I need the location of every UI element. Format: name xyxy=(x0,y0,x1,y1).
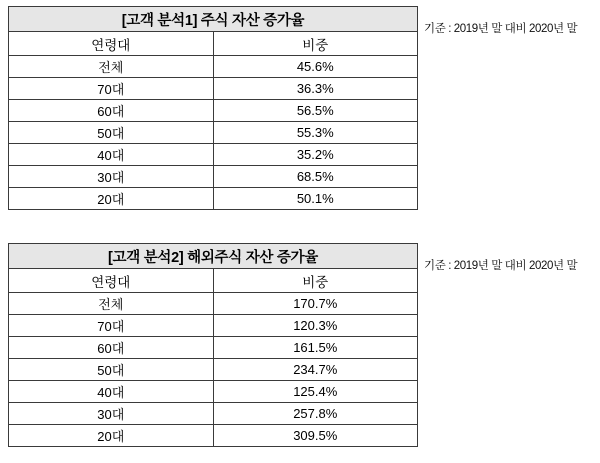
cell-value: 161.5% xyxy=(213,337,418,359)
cell-age: 50대 xyxy=(9,359,214,381)
table-block-overseas-stock-growth xyxy=(8,243,418,447)
cell-age: 30대 xyxy=(9,403,214,425)
overseas-stock-growth-table xyxy=(8,243,418,447)
column-header-value: 비중 xyxy=(213,269,418,293)
stock-growth-table xyxy=(8,6,418,210)
table-row xyxy=(9,403,418,425)
table-row xyxy=(9,381,418,403)
cell-value: 234.7% xyxy=(213,359,418,381)
table-row xyxy=(9,122,418,144)
cell-value: 45.6% xyxy=(213,56,418,78)
table-title-row xyxy=(9,7,418,32)
cell-age: 70대 xyxy=(9,315,214,337)
cell-value: 68.5% xyxy=(213,166,418,188)
cell-value: 56.5% xyxy=(213,100,418,122)
cell-value: 170.7% xyxy=(213,293,418,315)
cell-age: 20대 xyxy=(9,188,214,210)
cell-value: 36.3% xyxy=(213,78,418,100)
cell-age: 20대 xyxy=(9,425,214,447)
cell-value: 50.1% xyxy=(213,188,418,210)
table-row xyxy=(9,144,418,166)
table-row xyxy=(9,166,418,188)
cell-age: 60대 xyxy=(9,100,214,122)
cell-age: 60대 xyxy=(9,337,214,359)
table-row xyxy=(9,100,418,122)
column-header-age: 연령대 xyxy=(9,269,214,293)
cell-age: 50대 xyxy=(9,122,214,144)
table-row xyxy=(9,359,418,381)
table-title-row xyxy=(9,244,418,269)
column-header-value: 비중 xyxy=(213,32,418,56)
cell-value: 257.8% xyxy=(213,403,418,425)
table-header-row xyxy=(9,32,418,56)
column-header-age: 연령대 xyxy=(9,32,214,56)
table-note-overseas-stock-growth: 기준 : 2019년 말 대비 2020년 말 xyxy=(424,260,578,272)
cell-age: 70대 xyxy=(9,78,214,100)
cell-age: 전체 xyxy=(9,56,214,78)
cell-age: 30대 xyxy=(9,166,214,188)
table-row xyxy=(9,188,418,210)
cell-value: 125.4% xyxy=(213,381,418,403)
cell-age: 전체 xyxy=(9,293,214,315)
cell-age: 40대 xyxy=(9,144,214,166)
cell-age: 40대 xyxy=(9,381,214,403)
cell-value: 35.2% xyxy=(213,144,418,166)
table-title: [고객 분석1] 주식 자산 증가율 xyxy=(9,7,418,32)
table-block-stock-growth xyxy=(8,6,418,210)
table-row xyxy=(9,78,418,100)
table-row xyxy=(9,425,418,447)
table-row xyxy=(9,293,418,315)
table-row xyxy=(9,56,418,78)
table-header-row xyxy=(9,269,418,293)
table-row xyxy=(9,337,418,359)
cell-value: 120.3% xyxy=(213,315,418,337)
table-title: [고객 분석2] 해외주식 자산 증가율 xyxy=(9,244,418,269)
cell-value: 309.5% xyxy=(213,425,418,447)
table-row xyxy=(9,315,418,337)
table-note-stock-growth: 기준 : 2019년 말 대비 2020년 말 xyxy=(424,23,578,35)
cell-value: 55.3% xyxy=(213,122,418,144)
